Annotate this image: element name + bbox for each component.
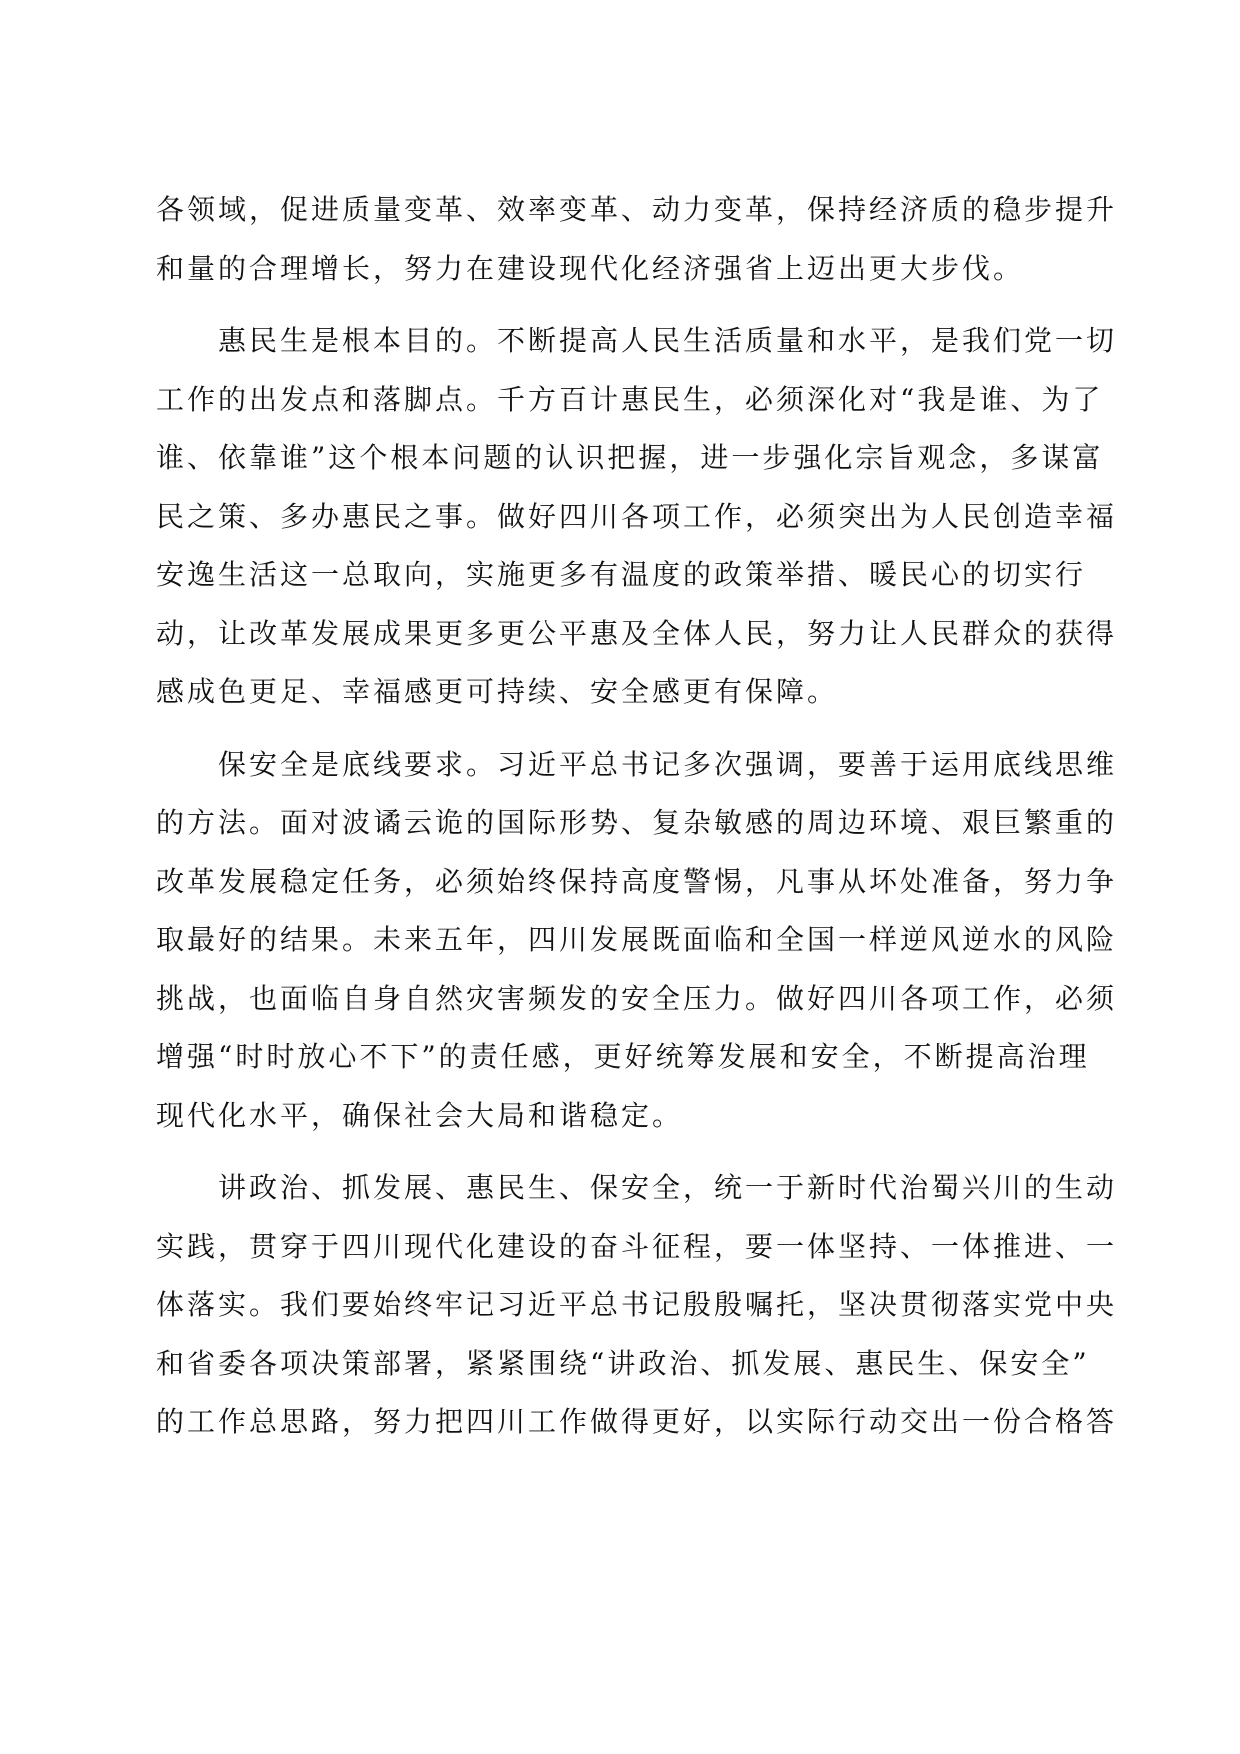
text-line: 惠民生是根本目的。不断提高人民生活质量和水平，是我们党一切 xyxy=(218,324,1118,357)
paragraph-summary xyxy=(156,1159,1118,1452)
text-line: 民之策、多办惠民之事。做好四川各项工作，必须突出为人民创造幸福 xyxy=(156,499,1118,533)
text-line: 的工作总思路，努力把四川工作做得更好，以实际行动交出一份合格答 xyxy=(156,1405,1118,1438)
document-body xyxy=(156,181,1118,1452)
text-line: 现代化水平，确保社会大局和谐稳定。 xyxy=(156,1098,684,1132)
paragraph-livelihood xyxy=(156,312,1118,722)
text-line: 和省委各项决策部署，紧紧围绕“讲政治、抓发展、惠民生、保安全” xyxy=(156,1346,1090,1380)
text-line: 动，让改革发展成果更多更公平惠及全体人民，努力让人民群众的获得 xyxy=(156,616,1118,650)
text-line: 取最好的结果。未来五年，四川发展既面临和全国一样逆风逆水的风险 xyxy=(156,923,1118,956)
text-line: 增强“时时放心不下”的责任感，更好统筹发展和安全，不断提高治理 xyxy=(156,1040,1090,1073)
text-line: 和量的合理增长，努力在建设现代化经济强省上迈出更大步伐。 xyxy=(156,251,1025,285)
text-line: 各领域，促进质量变革、效率变革、动力变革，保持经济质的稳步提升 xyxy=(156,193,1118,226)
text-line: 挑战，也面临自身自然灾害频发的安全压力。做好四川各项工作，必须 xyxy=(156,981,1118,1015)
text-line: 实践，贯穿于四川现代化建设的奋斗征程，要一体坚持、一体推进、一 xyxy=(156,1229,1118,1263)
paragraph-continuation xyxy=(156,181,1118,298)
text-line: 改革发展稳定任务，必须始终保持高度警惕，凡事从坏处准备，努力争 xyxy=(156,864,1118,898)
text-line: 谁、依靠谁”这个根本问题的认识把握，进一步强化宗旨观念，多谋富 xyxy=(156,441,1104,474)
text-line: 感成色更足、幸福感更可持续、安全感更有保障。 xyxy=(156,675,839,708)
paragraph-security xyxy=(156,736,1118,1146)
text-line: 体落实。我们要始终牢记习近平总书记殷殷嘱托，坚决贯彻落实党中央 xyxy=(156,1288,1118,1321)
text-line: 讲政治、抓发展、惠民生、保安全，统一于新时代治蜀兴川的生动 xyxy=(218,1171,1118,1204)
text-line: 保安全是底线要求。习近平总书记多次强调，要善于运用底线思维 xyxy=(218,747,1118,781)
text-line: 工作的出发点和落脚点。千方百计惠民生，必须深化对“我是谁、为了 xyxy=(156,382,1104,416)
text-line: 安逸生活这一总取向，实施更多有温度的政策举措、暖民心的切实行 xyxy=(156,558,1087,591)
text-line: 的方法。面对波谲云诡的国际形势、复杂敏感的周边环境、艰巨繁重的 xyxy=(156,806,1118,839)
